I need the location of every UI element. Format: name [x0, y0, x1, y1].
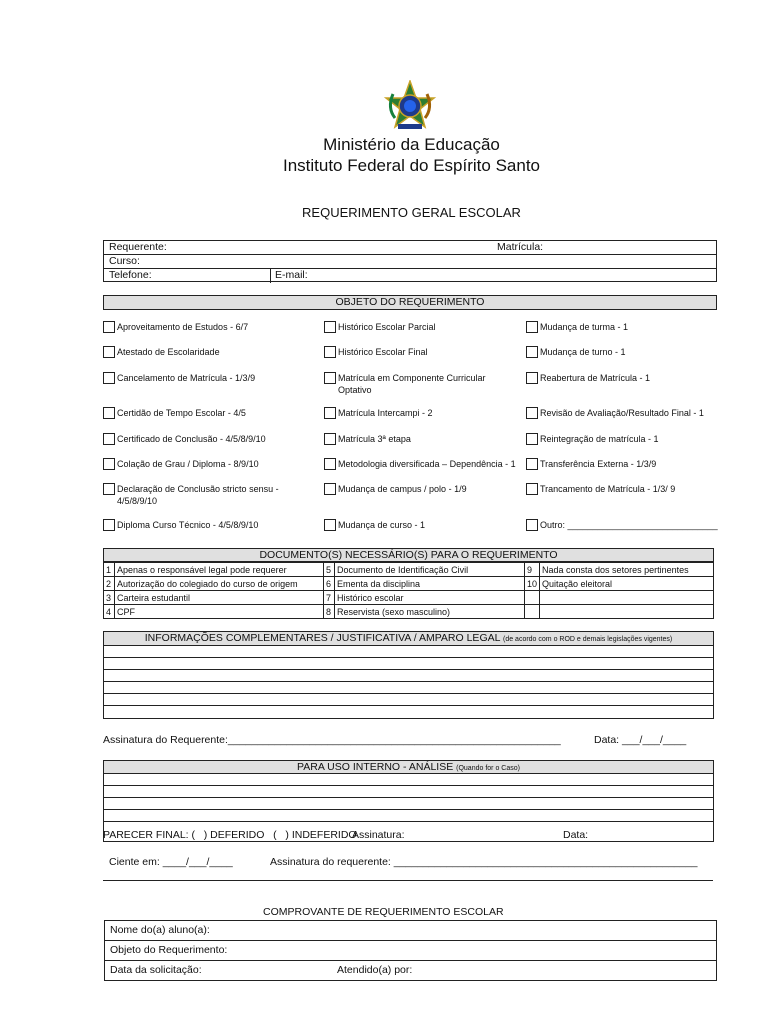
checkbox-col2-7[interactable]: [324, 519, 336, 531]
requerente-label: Requerente:: [109, 241, 167, 253]
checkbox-col1-4[interactable]: [103, 433, 115, 445]
checkbox-label-col1-0: Aproveitamento de Estudos - 6/7: [117, 322, 249, 332]
checkbox-col1-2[interactable]: [103, 372, 115, 384]
checkbox-col1-6[interactable]: [103, 483, 115, 495]
parecer-assinatura[interactable]: Assinatura:: [352, 829, 405, 841]
table-row: [104, 605, 714, 619]
checkbox-label-col3-4: Reintegração de matrícula - 1: [540, 434, 659, 444]
doc-name: Apenas o responsável legal pode requerer: [115, 563, 324, 577]
form-title: REQUERIMENTO GERAL ESCOLAR: [302, 205, 521, 220]
doc-number: 9: [525, 563, 540, 577]
identification-box: [103, 240, 717, 282]
checkbox-label-col2-5: Metodologia diversificada – Dependência - 1: [338, 459, 516, 469]
checkbox-label-col2-1: Histórico Escolar Final: [338, 347, 428, 357]
checkbox-col3-3[interactable]: [526, 407, 538, 419]
checkbox-label-col2-4: Matrícula 3ª etapa: [338, 434, 411, 444]
doc-name: [540, 605, 714, 619]
checkbox-col1-7[interactable]: [103, 519, 115, 531]
uso-interno-note: (Quando for o Caso): [456, 765, 520, 772]
cut-line: [103, 880, 713, 881]
informacoes-note: (de acordo com o ROD e demais legislações vigentes): [502, 636, 673, 643]
curso-label: Curso:: [109, 255, 140, 267]
checkbox-col2-3[interactable]: [324, 407, 336, 419]
checkbox-label-col3-0: Mudança de turma - 1: [540, 322, 629, 332]
doc-number: 6: [324, 577, 335, 591]
uso-interno-title: PARA USO INTERNO - ANÁLISE: [297, 761, 454, 773]
assinatura-data-field[interactable]: Data: ___/___/____: [594, 734, 687, 746]
checkbox-label-col2-7: Mudança de curso - 1: [338, 520, 426, 530]
checkbox-col2-4[interactable]: [324, 433, 336, 445]
doc-name: Carteira estudantil: [115, 591, 324, 605]
ministry-name: Ministério da Educação: [323, 135, 500, 154]
checkbox-label-col2-2: Matrícula em Componente Curricular Optativo: [338, 373, 486, 395]
doc-number: 7: [324, 591, 335, 605]
contact-row[interactable]: [104, 269, 716, 283]
checkbox-label-col1-5: Colação de Grau / Diploma - 8/9/10: [117, 459, 259, 469]
checkbox-label-col3-2: Reabertura de Matrícula - 1: [540, 373, 651, 383]
doc-number: [525, 605, 540, 619]
documentos-table: [103, 562, 714, 619]
table-row: [104, 591, 714, 605]
telefone-label: Telefone:: [109, 269, 152, 281]
checkbox-col2-2[interactable]: [324, 372, 336, 384]
checkbox-label-col3-6: Trancamento de Matrícula - 1/3/ 9: [540, 484, 676, 494]
checkbox-col3-2[interactable]: [526, 372, 538, 384]
informacoes-header: [103, 631, 714, 646]
brazil-coat-of-arms-icon: [383, 80, 437, 134]
institute-name: Instituto Federal do Espírito Santo: [282, 156, 541, 175]
doc-number: 1: [104, 563, 115, 577]
comprovante-objeto-label: Objeto do Requerimento:: [110, 944, 228, 956]
checkbox-col3-6[interactable]: [526, 483, 538, 495]
doc-name: Quitação eleitoral: [540, 577, 714, 591]
checkbox-label-col1-7: Diploma Curso Técnico - 4/5/8/9/10: [117, 520, 259, 530]
comprovante-title: COMPROVANTE DE REQUERIMENTO ESCOLAR: [263, 906, 504, 918]
assinatura-requerente-field[interactable]: Assinatura do Requerente:_________________________________________________________: [103, 734, 561, 746]
matricula-label: Matrícula:: [497, 241, 544, 253]
doc-number: 4: [104, 605, 115, 619]
comprovante-nome-label: Nome do(a) aluno(a):: [110, 924, 210, 936]
comprovante-nome-row[interactable]: [105, 921, 716, 941]
doc-name: Ementa da disciplina: [335, 577, 525, 591]
email-label: E-mail:: [270, 269, 308, 283]
requerente-row[interactable]: [104, 241, 716, 255]
checkbox-label-col1-3: Certidão de Tempo Escolar - 4/5: [117, 408, 246, 418]
uso-interno-header: [103, 760, 714, 774]
curso-row[interactable]: [104, 255, 716, 269]
comprovante-objeto-row[interactable]: [105, 941, 716, 961]
doc-name: CPF: [115, 605, 324, 619]
checkbox-label-col1-2: Cancelamento de Matrícula - 1/3/9: [117, 373, 256, 383]
checkbox-col3-0[interactable]: [526, 321, 538, 333]
checkbox-label-col2-6: Mudança de campus / polo - 1/9: [338, 484, 467, 494]
doc-name: Histórico escolar: [335, 591, 525, 605]
comprovante-data-row[interactable]: [105, 961, 716, 981]
checkbox-col3-1[interactable]: [526, 346, 538, 358]
checkbox-label-col2-0: Histórico Escolar Parcial: [338, 322, 436, 332]
checkbox-label-col3-1: Mudança de turno - 1: [540, 347, 626, 357]
ciente-assinatura[interactable]: Assinatura do requerente: ____________________________________________________: [270, 856, 698, 868]
checkbox-label-col1-4: Certificado de Conclusão - 4/5/8/9/10: [117, 434, 266, 444]
doc-number: 3: [104, 591, 115, 605]
checkbox-label-col3-3: Revisão de Avaliação/Resultado Final - 1: [540, 408, 704, 418]
informacoes-lines[interactable]: [103, 646, 714, 719]
checkbox-label-col1-6: Declaração de Conclusão stricto sensu - 4/5/8/9/10: [117, 484, 279, 506]
doc-name: Nada consta dos setores pertinentes: [540, 563, 714, 577]
doc-name: [540, 591, 714, 605]
doc-number: 5: [324, 563, 335, 577]
checkbox-label-col2-3: Matrícula Intercampi - 2: [338, 408, 433, 418]
doc-number: 2: [104, 577, 115, 591]
informacoes-title: INFORMAÇÕES COMPLEMENTARES / JUSTIFICATIVA / AMPARO LEGAL: [144, 632, 501, 644]
doc-number: 8: [324, 605, 335, 619]
checkbox-col1-3[interactable]: [103, 407, 115, 419]
checkbox-label-col1-1: Atestado de Escolaridade: [117, 347, 220, 357]
comprovante-box: [104, 920, 717, 981]
objeto-header: OBJETO DO REQUERIMENTO: [103, 295, 717, 310]
checkbox-label-col3-5: Transferência Externa - 1/3/9: [540, 459, 657, 469]
doc-name: Documento de Identificação Civil: [335, 563, 525, 577]
checkbox-col1-5[interactable]: [103, 458, 115, 470]
table-row: [104, 563, 714, 577]
table-row: [104, 577, 714, 591]
checkbox-col3-5[interactable]: [526, 458, 538, 470]
checkbox-col2-5[interactable]: [324, 458, 336, 470]
checkbox-col1-0[interactable]: [103, 321, 115, 333]
parecer-final[interactable]: PARECER FINAL: ( ) DEFERIDO ( ) INDEFERIDO: [103, 829, 357, 841]
documentos-header: DOCUMENTO(S) NECESSÁRIO(S) PARA O REQUERIMENTO: [103, 548, 714, 562]
doc-number: 10: [525, 577, 540, 591]
doc-name: Autorização do colegiado do curso de origem: [115, 577, 324, 591]
doc-number: [525, 591, 540, 605]
checkbox-col2-1[interactable]: [324, 346, 336, 358]
comprovante-data-label: Data da solicitação:: [110, 964, 202, 976]
checkbox-col3-7[interactable]: [526, 519, 538, 531]
checkbox-col3-4[interactable]: [526, 433, 538, 445]
checkbox-label-col3-7: Outro: ______________________________: [540, 520, 718, 530]
comprovante-atendido-label: Atendido(a) por:: [337, 964, 413, 976]
parecer-data[interactable]: Data:: [563, 829, 589, 841]
checkbox-col2-6[interactable]: [324, 483, 336, 495]
ciente-em[interactable]: Ciente em: ____/___/____: [109, 856, 233, 868]
checkbox-col2-0[interactable]: [324, 321, 336, 333]
doc-name: Reservista (sexo masculino): [335, 605, 525, 619]
checkbox-col1-1[interactable]: [103, 346, 115, 358]
